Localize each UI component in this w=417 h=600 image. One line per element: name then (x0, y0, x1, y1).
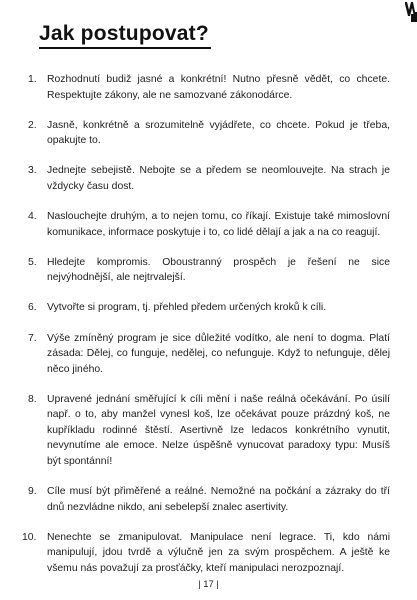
list-item (28, 255, 390, 286)
page-number: | 17 | (198, 579, 219, 590)
list-item (28, 209, 390, 240)
list-item-number: 10. (22, 531, 37, 543)
list-item-text: Výše zmíněný program je sice důležité vodítko, ale není to dogma. Platí zásada: Dělej, co funguje, nedělej, co nefunguje. Když to nefunguje, dělej něco jiného. (47, 332, 390, 375)
steps-list (22, 72, 390, 576)
list-item (28, 484, 390, 515)
list-item-number: 1. (28, 74, 37, 85)
list-item-number: 3. (28, 165, 37, 177)
list-item-number: 6. (28, 302, 37, 314)
list-item-text: Nenechte se zmanipulovat. Manipulace není legrace. Ti, kdo námi manipulují, jdou tvrdě a výlučně jen za svým prospěchem. A ještě ke všemu nás považují za prosťáčky, kteří manipulaci nerozpoznají. (47, 531, 390, 574)
list-item-text: Upravené jednání směřující k cíli mění i naše reálná očekávání. Po úsilí např. o to, aby manžel vynesl koš, lze očekávat pouze prázdný koš, ne kupříkladu rodinné štěstí. Asertivně lze ledacos konkrétního vynutit, nevynutíme ale emoce. Nelze úspěšně vynucovat paradoxy typu: Musíš být spontánní! (47, 393, 390, 467)
list-item (28, 392, 390, 470)
list-item-number: 8. (28, 393, 37, 405)
corner-tab-mark (403, 0, 417, 22)
list-item-text: Naslouchejte druhým, a to nejen tomu, co říkají. Existuje také mimoslovní komunikace, informace poskytuje i to, co lidé dělají a jak a na co reagují. (47, 211, 390, 238)
list-item-text: Rozhodnutí budiž jasné a konkrétní! Nutno přesně vědět, co chcete. Respektujte zákony, ale ne samozvané zákonodárce. (47, 74, 390, 101)
list-item-number: 2. (28, 119, 37, 131)
list-item-number: 7. (28, 332, 37, 344)
list-item (28, 72, 390, 103)
list-item (28, 118, 390, 149)
title-underline (39, 47, 211, 49)
list-item-text: Vytvořte si program, tj. přehled předem určených kroků k cíli. (47, 302, 327, 314)
list-item (22, 530, 390, 577)
list-item-number: 4. (28, 211, 37, 223)
page-title: Jak postupovat? (39, 22, 209, 45)
list-item (28, 163, 390, 194)
list-item-text: Hledejte kompromis. Oboustranný prospěch je řešení ne sice nejvýhodnější, ale nejtrvalejší. (47, 256, 390, 284)
list-item (28, 300, 390, 316)
list-item-text: Cíle musí být přiměřené a reálné. Nemožné na počkání a zázraky do tří dnů nezvládne nikdo, ani sebelepší znalec asertivity. (47, 486, 390, 513)
list-item-number: 9. (28, 486, 37, 497)
list-item-text: Jednejte sebejistě. Nebojte se a předem se neomlouvejte. Na strach je vždycky času dost. (47, 165, 390, 192)
list-item (28, 331, 390, 378)
list-item-number: 5. (28, 256, 37, 268)
list-item-text: Jasně, konkrétně a srozumitelně vyjádřete, co chcete. Pokud je třeba, opakujte to. (47, 119, 390, 147)
